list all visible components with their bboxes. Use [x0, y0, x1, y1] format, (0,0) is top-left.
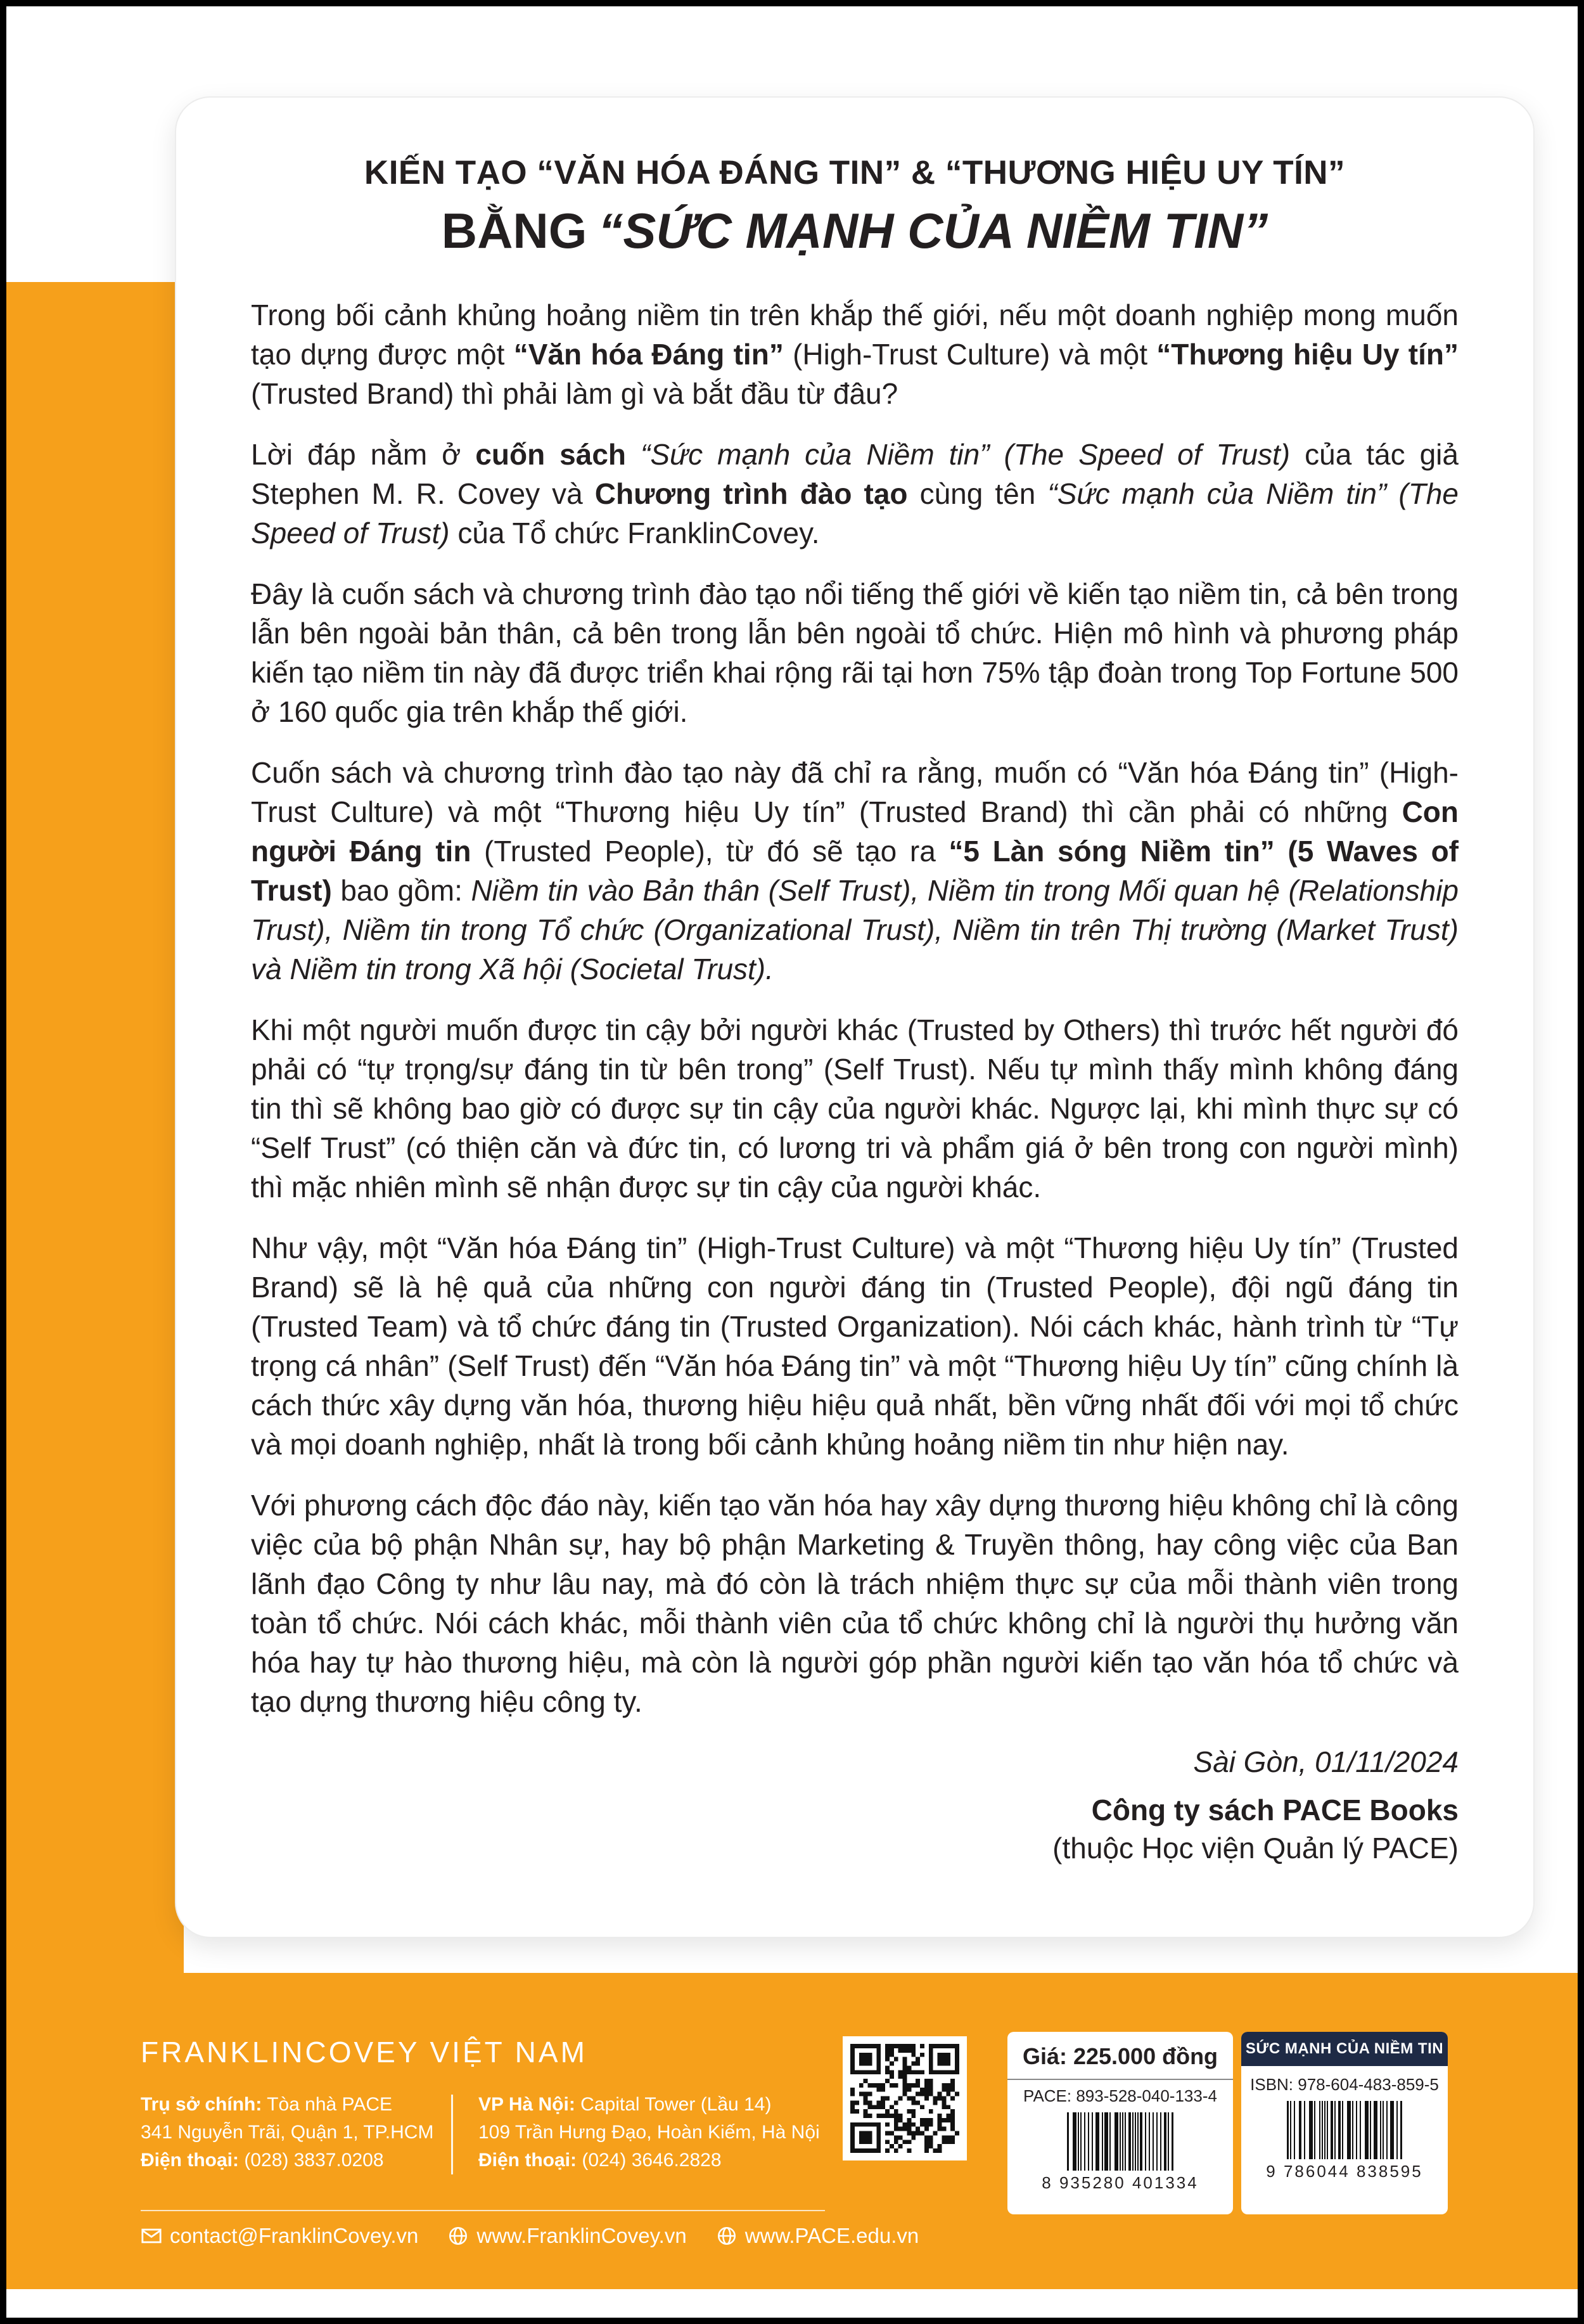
- hanoi-street: 109 Trần Hưng Đạo, Hoàn Kiếm, Hà Nội: [478, 2122, 820, 2143]
- signoff-note: (thuộc Học viện Quản lý PACE): [1052, 1832, 1459, 1865]
- signoff-place-date: Sài Gòn, 01/11/2024: [1193, 1745, 1459, 1778]
- isbn-ean-barcode: [1241, 2101, 1448, 2181]
- price: Giá: 225.000 đồng: [1022, 2043, 1218, 2069]
- ean-barcode-bars: [1007, 2112, 1233, 2171]
- title-block: [251, 153, 1459, 260]
- paragraph-2: Lời đáp nằm ở cuốn sách “Sức mạnh của Niềm tin” (The Speed of Trust) của tác giả Stephen M. R. Covey và Chương trình đào tạo cùng tên “Sức mạnh của Niềm tin” (The Speed of Trust) của Tổ chức FranklinCovey.: [251, 438, 1459, 549]
- signoff-company: Công ty sách PACE Books: [1091, 1794, 1459, 1826]
- headquarters-address: [141, 2091, 433, 2174]
- description-card: [175, 96, 1535, 1938]
- ean-barcode-digits: 8 935280 401334: [1042, 2173, 1199, 2192]
- ean-barcode: [1007, 2112, 1233, 2193]
- paragraph-4: Cuốn sách và chương trình đào tạo này đã chỉ ra rằng, muốn có “Văn hóa Đáng tin” (High-Trust Culture) và một “Thương hiệu Uy tín” (Trusted Brand) thì cần phải có những Con người Đáng tin (Trusted People), từ đó sẽ tạo ra “5 Làn sóng Niềm tin” (5 Waves of Trust) bao gồm: Niềm tin vào Bản thân (Self Trust), Niềm tin trong Mối quan hệ (Relationship Trust), Niềm tin trong Tổ chức (Organizational Trust), Niềm tin trên Thị trường (Market Trust) và Niềm tin trong Xã hội (Societal Trust).: [251, 756, 1459, 985]
- hanoi-name: Capital Tower (Lầu 14): [580, 2094, 772, 2115]
- qr-pattern: [850, 2044, 959, 2153]
- price-box: [1007, 2032, 1233, 2214]
- hq-phone-line: [141, 2147, 433, 2174]
- pace-code: PACE: 893-528-040-133-4: [1023, 2086, 1217, 2105]
- title-line-1: KIẾN TẠO “VĂN HÓA ĐÁNG TIN” & “THƯƠNG HIỆU UY TÍN”: [364, 154, 1346, 191]
- hanoi-office-address: [478, 2091, 820, 2174]
- hanoi-label: VP Hà Nội:: [478, 2094, 575, 2115]
- email-icon: [141, 2225, 162, 2247]
- hq-line-1: [141, 2091, 433, 2119]
- hanoi-phone-label: Điện thoại:: [478, 2150, 577, 2171]
- contact-website-pace: www.PACE.edu.vn: [744, 2224, 919, 2247]
- body-text: [251, 295, 1459, 1721]
- brand-name: FRANKLINCOVEY VIỆT NAM: [141, 2036, 587, 2069]
- hanoi-line-1: [478, 2091, 820, 2119]
- contact-divider-line: [141, 2210, 825, 2211]
- title-line-2-prefix: BẰNG: [441, 203, 587, 259]
- hq-name: Tòa nhà PACE: [267, 2094, 393, 2115]
- contact-web-pace-item: [716, 2224, 919, 2248]
- globe-icon: [447, 2225, 469, 2247]
- price-divider: [1007, 2079, 1233, 2080]
- hanoi-phone-line: [478, 2147, 820, 2174]
- isbn-box: [1241, 2032, 1448, 2214]
- publisher-footer: [6, 1973, 1578, 2289]
- isbn-barcode-digits: 9 786044 838595: [1266, 2162, 1423, 2181]
- paragraph-5: Khi một người muốn được tin cậy bởi người khác (Trusted by Others) thì trước hết người đó phải có “tự trọng/sự đáng tin từ bên trong” (Self Trust). Nếu tự mình thấy mình không đáng tin thì sẽ không bao giờ có được sự tin cậy của người khác. Ngược lại, khi mình thực sự có “Self Trust” (có thiện căn và đức tin, có lương tri và phẩm giá ở bên trong con người mình) thì mặc nhiên mình sẽ nhận được sự tin cậy của người khác.: [251, 1013, 1459, 1204]
- hanoi-phone: (024) 3646.2828: [582, 2150, 722, 2171]
- hq-label: Trụ sở chính:: [141, 2094, 262, 2115]
- title-line-2-emphasis: “SỨC MẠNH CỦA NIỀM TIN”: [598, 203, 1268, 259]
- isbn-number: ISBN: 978-604-483-859-5: [1250, 2075, 1439, 2094]
- contact-web-franklincovey-item: [447, 2224, 686, 2248]
- title-line-2: [251, 202, 1459, 260]
- contact-website-franklincovey: www.FranklinCovey.vn: [476, 2224, 687, 2247]
- hq-street: 341 Nguyễn Trãi, Quận 1, TP.HCM: [141, 2122, 434, 2143]
- paragraph-1: Trong bối cảnh khủng hoảng niềm tin trên khắp thế giới, nếu một doanh nghiệp mong muốn tạo dựng được một “Văn hóa Đáng tin” (High-Trust Culture) và một “Thương hiệu Uy tín” (Trusted Brand) thì phải làm gì và bắt đầu từ đâu?: [251, 299, 1459, 410]
- address-divider: [451, 2095, 453, 2174]
- hq-phone-label: Điện thoại:: [141, 2150, 239, 2171]
- contact-email: contact@FranklinCovey.vn: [170, 2224, 419, 2247]
- ean-barcode-bars: [1241, 2101, 1448, 2159]
- contact-email-item: [141, 2224, 418, 2248]
- paragraph-3: Đây là cuốn sách và chương trình đào tạo nổi tiếng thế giới về kiến tạo niềm tin, cả bên trong lẫn bên ngoài bản thân, cả bên trong lẫn bên ngoài tổ chức. Hiện mô hình và phương pháp kiến tạo niềm tin này đã được triển khai rộng rãi tại hơn 75% tập đoàn trong Top Fortune 500 ở 160 quốc gia trên khắp thế giới.: [251, 577, 1459, 728]
- qr-code: [843, 2036, 967, 2160]
- paragraph-7: Với phương cách độc đáo này, kiến tạo văn hóa hay xây dựng thương hiệu không chỉ là công việc của bộ phận Nhân sự, hay bộ phận Marketing & Truyền thông, hay công việc của Ban lãnh đạo Công ty như lâu nay, mà đó còn là trách nhiệm thực sự của mỗi thành viên trong toàn tổ chức. Nói cách khác, mỗi thành viên của tổ chức không chỉ là người thụ hưởng văn hóa hay tự hào thương hiệu, mà còn là người góp phần người kiến tạo văn hóa tổ chức và tạo dựng thương hiệu công ty.: [251, 1489, 1459, 1718]
- hq-phone: (028) 3837.0208: [244, 2150, 384, 2171]
- globe-icon: [716, 2225, 738, 2247]
- paragraph-6: Như vậy, một “Văn hóa Đáng tin” (High-Trust Culture) và một “Thương hiệu Uy tín” (Trusted Brand) sẽ là hệ quả của những con người đáng tin (Trusted People), đội ngũ đáng tin (Trusted Team) và tổ chức đáng tin (Trusted Organization). Nói cách khác, hành trình từ “Tự trọng cá nhân” (Self Trust) đến “Văn hóa Đáng tin” và một “Thương hiệu Uy tín” cũng chính là cách thức xây dựng văn hóa, thương hiệu hiệu quả nhất, bền vững nhất đối với mọi tổ chức và mọi doanh nghiệp, nhất là trong bối cảnh khủng hoảng niềm tin như hiện nay.: [251, 1231, 1459, 1461]
- signoff: [251, 1743, 1459, 1867]
- isbn-box-title: SỨC MẠNH CỦA NIỀM TIN: [1241, 2032, 1448, 2066]
- contact-row: [141, 2224, 919, 2248]
